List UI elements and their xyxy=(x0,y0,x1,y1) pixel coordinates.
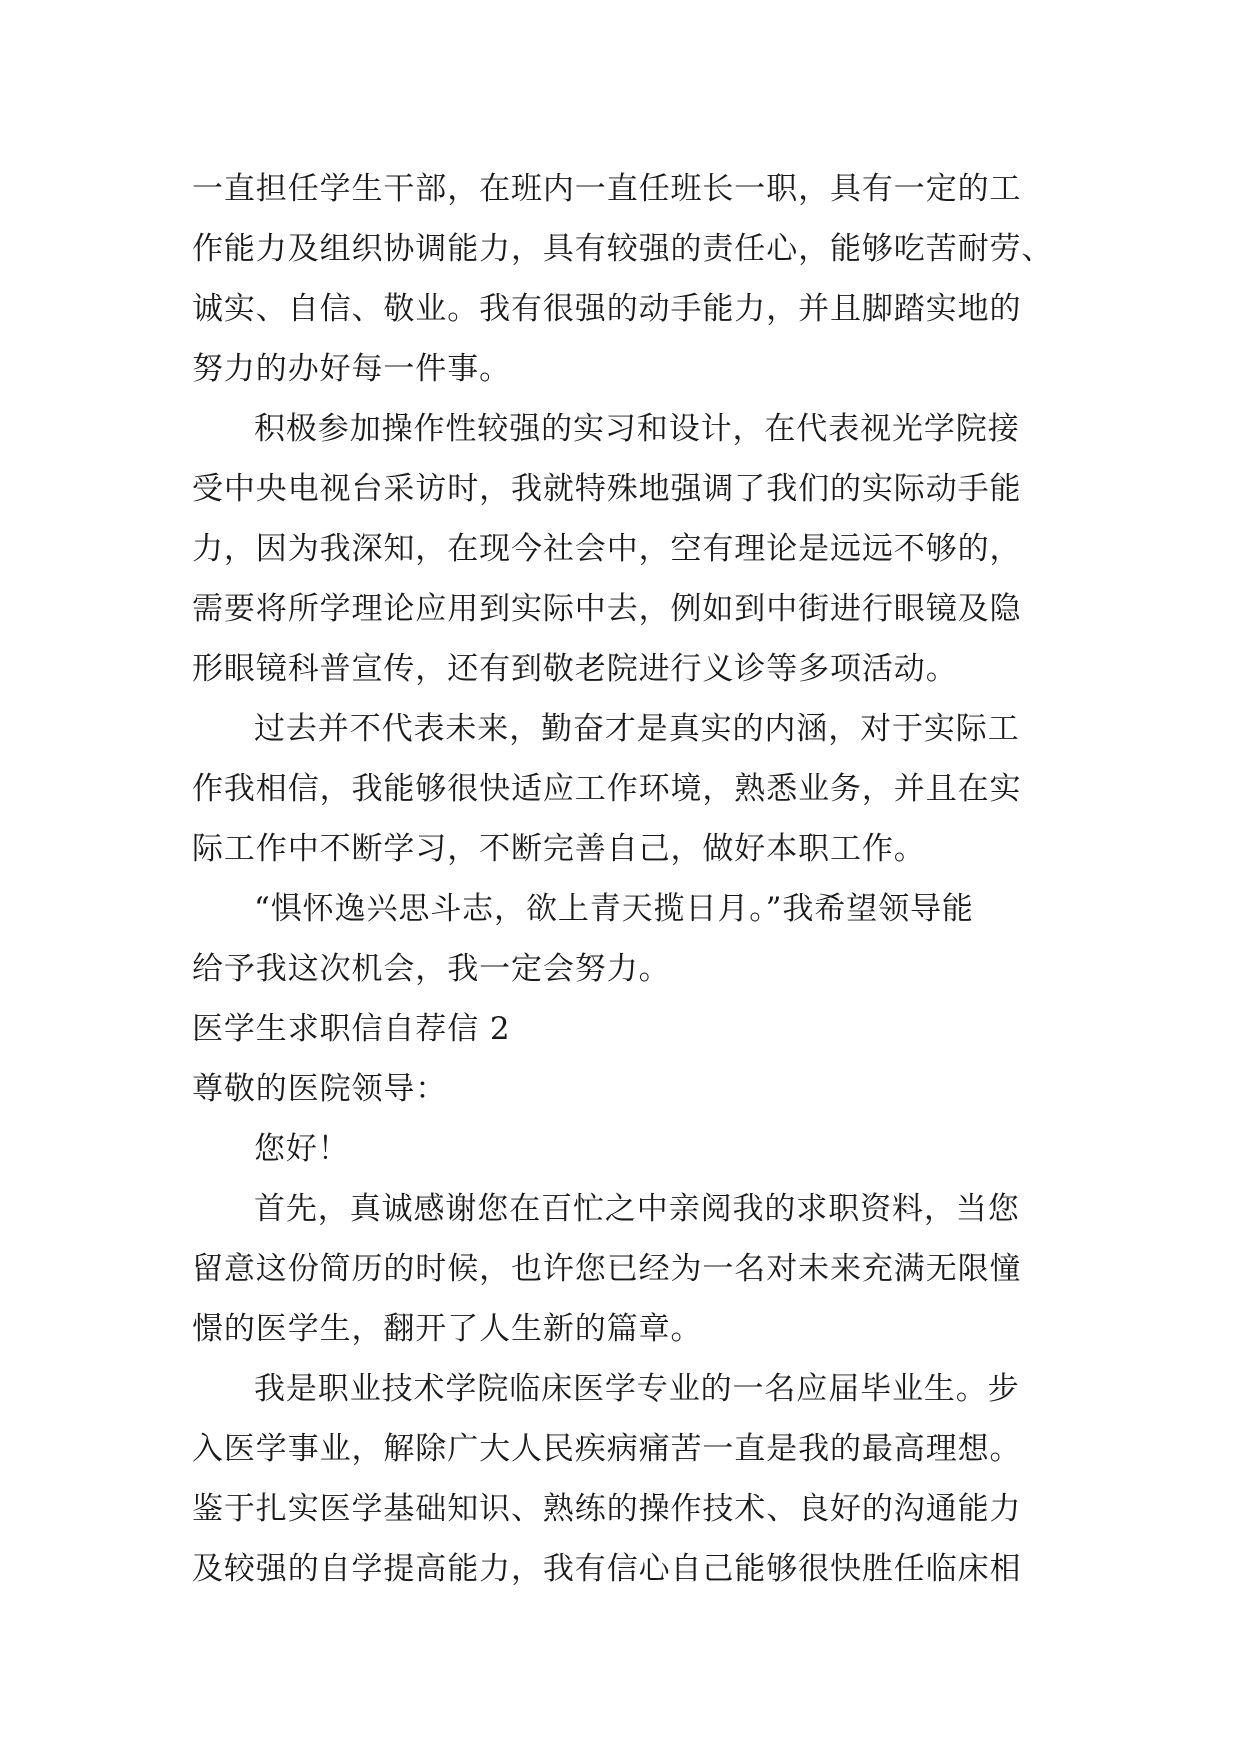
text-line: 医学生求职信自荐信 2 xyxy=(192,1011,511,1047)
text-line: 首先，真诚感谢您在百忙之中亲阅我的求职资料，当您 xyxy=(254,1191,1020,1227)
text-line: 及较强的自学提高能力，我有信心自己能够很快胜任临床相 xyxy=(192,1551,1022,1587)
text-line: 过去并不代表未来，勤奋才是真实的内涵，对于实际工 xyxy=(254,711,1020,747)
text-line: 一直担任学生干部，在班内一直任班长一职，具有一定的工 xyxy=(192,171,1022,207)
text-line: 您好！ xyxy=(254,1131,350,1167)
text-line: 力，因为我深知，在现今社会中，空有理论是远远不够的， xyxy=(192,531,1022,567)
document-body xyxy=(192,159,1072,1599)
text-line: 积极参加操作性较强的实习和设计，在代表视光学院接 xyxy=(254,411,1020,447)
text-line: 尊敬的医院领导： xyxy=(192,1071,448,1107)
text-line: “惧怀逸兴思斗志，欲上青天揽日月。”我希望领导能 xyxy=(254,891,974,927)
text-line: 作能力及组织协调能力，具有较强的责任心，能够吃苦耐劳、 xyxy=(192,231,1054,267)
text-line: 努力的办好每一件事。 xyxy=(192,351,511,387)
text-line: 我是职业技术学院临床医学专业的一名应届毕业生。步 xyxy=(254,1371,1020,1407)
text-line: 需要将所学理论应用到实际中去，例如到中街进行眼镜及隐 xyxy=(192,591,1022,627)
text-line: 留意这份简历的时候，也许您已经为一名对未来充满无限憧 xyxy=(192,1251,1022,1287)
text-line: 鉴于扎实医学基础知识、熟练的操作技术、良好的沟通能力 xyxy=(192,1491,1022,1527)
text-line: 憬的医学生，翻开了人生新的篇章。 xyxy=(192,1311,703,1347)
text-line: 形眼镜科普宣传，还有到敬老院进行义诊等多项活动。 xyxy=(192,651,958,687)
text-line: 给予我这次机会，我一定会努力。 xyxy=(192,951,671,987)
text-line: 诚实、自信、敬业。我有很强的动手能力，并且脚踏实地的 xyxy=(192,291,1022,327)
text-line: 受中央电视台采访时，我就特殊地强调了我们的实际动手能 xyxy=(192,471,1022,507)
text-line: 作我相信，我能够很快适应工作环境，熟悉业务，并且在实 xyxy=(192,771,1022,807)
text-line: 入医学事业，解除广大人民疾病痛苦一直是我的最高理想。 xyxy=(192,1431,1022,1467)
text-line: 际工作中不断学习，不断完善自己，做好本职工作。 xyxy=(192,831,926,867)
